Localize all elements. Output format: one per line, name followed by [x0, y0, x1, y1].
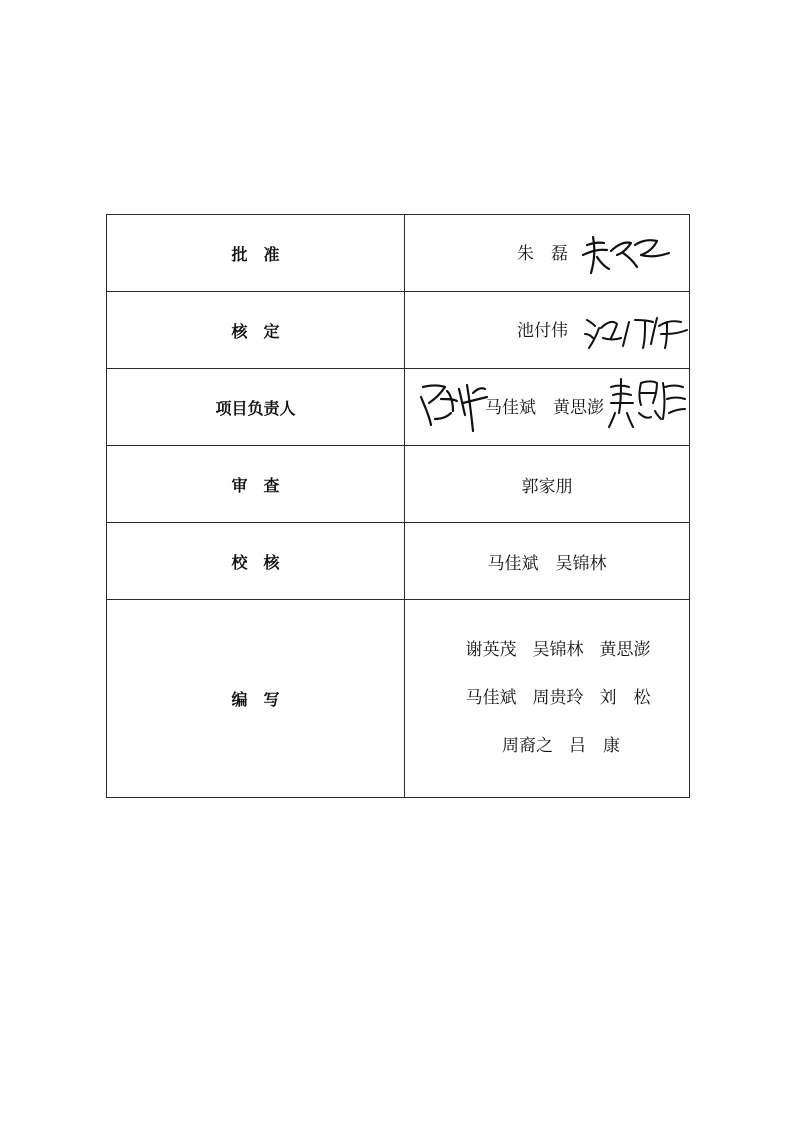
role-label-approve: 批 准: [107, 215, 405, 292]
role-label-review: 审 查: [107, 446, 405, 523]
author-name: 谢英茂: [465, 640, 517, 660]
author-name: 刘 松: [599, 688, 651, 708]
name-check: 马佳斌 吴锦林: [487, 553, 607, 574]
author-line-2: [443, 686, 673, 734]
author-name: 吕 康: [569, 736, 620, 756]
table-row-review: [107, 446, 690, 523]
names-cell-review: [405, 446, 690, 523]
author-name: 吴锦林: [532, 640, 584, 660]
table-row-authors: [107, 600, 690, 798]
names-cell-authors: [405, 600, 690, 798]
handwritten-signature-approve: [577, 223, 677, 279]
author-name: 周裔之: [502, 736, 553, 756]
handwritten-signature-project-lead-1: [417, 373, 491, 439]
table-row-approve: [107, 215, 690, 292]
name-project-lead-2: 黄思澎: [553, 398, 604, 418]
table-row-project-lead: [107, 369, 690, 446]
author-name: 黄思澎: [599, 640, 651, 660]
role-label-verify: 核 定: [107, 292, 405, 369]
author-line-3: [443, 734, 673, 782]
author-name: 马佳斌: [465, 688, 517, 708]
names-cell-project-lead: [405, 369, 690, 446]
role-label-authors: 编 写: [107, 600, 405, 798]
name-project-lead-1: 马佳斌: [485, 398, 536, 418]
authors-list: [443, 638, 673, 782]
name-verify: 池付伟: [517, 321, 568, 341]
names-cell-verify: [405, 292, 690, 369]
names-cell-approve: [405, 215, 690, 292]
role-label-check: 校 核: [107, 523, 405, 600]
table-row-verify: [107, 292, 690, 369]
names-cell-check: [405, 523, 690, 600]
table-row-check: [107, 523, 690, 600]
author-name: 周贵玲: [532, 688, 584, 708]
handwritten-signature-project-lead-2: [605, 373, 687, 431]
role-label-project-lead: 项目负责人: [107, 369, 405, 446]
name-approve: 朱 磊: [517, 244, 568, 264]
signature-table: [106, 214, 690, 798]
handwritten-signature-verify: [583, 304, 693, 354]
name-review: 郭家朋: [521, 476, 573, 497]
author-line-1: [443, 638, 673, 686]
